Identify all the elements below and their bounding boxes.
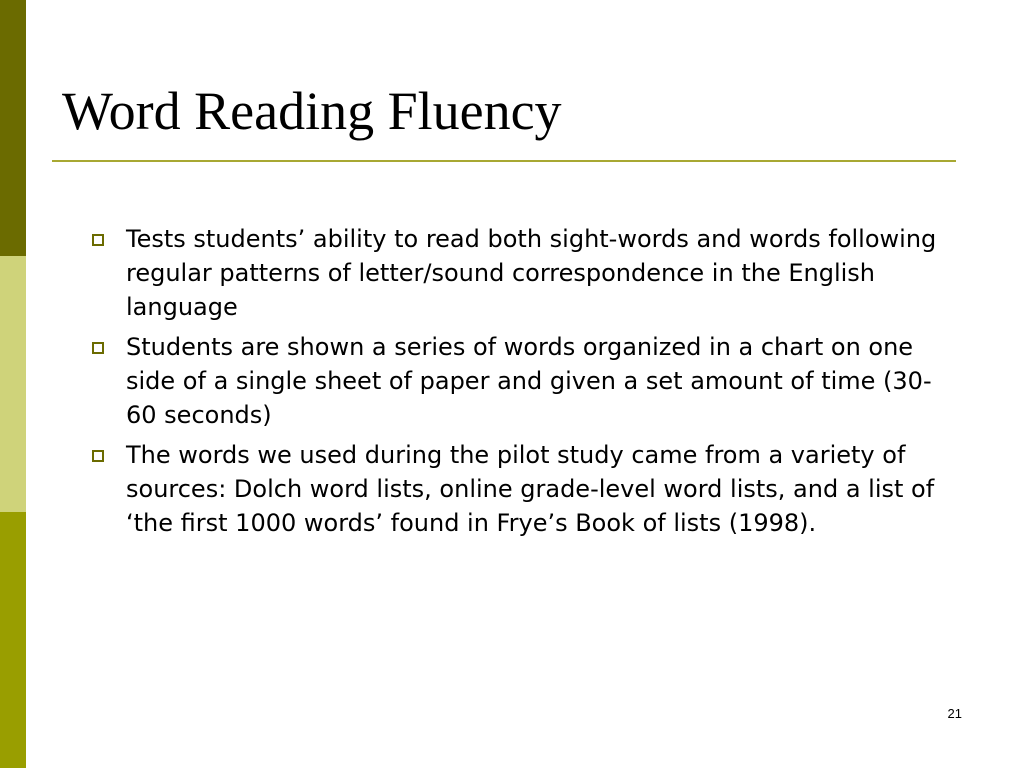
hollow-square-icon [92, 450, 104, 462]
bullet-text: Students are shown a series of words organized in a chart on one side of a single sheet of paper and given a set amount of time (30-60 seconds) [126, 333, 932, 429]
bullet-list [90, 222, 940, 546]
bullet-item [90, 438, 940, 540]
bullet-text: The words we used during the pilot study came from a variety of sources: Dolch word lists, online grade-level word lists, and a list of ‘the first 1000 words’ found in Frye’s Book of lists (1998). [126, 441, 935, 537]
bullet-item [90, 222, 940, 324]
slide-number: 21 [947, 706, 962, 721]
side-bar-bottom [0, 512, 26, 768]
bullet-text: Tests students’ ability to read both sight-words and words following regular patterns of letter/sound correspondence in the English language [126, 225, 937, 321]
hollow-square-icon [92, 234, 104, 246]
side-bar-middle [0, 256, 26, 512]
title-divider [52, 160, 956, 162]
bullet-item [90, 330, 940, 432]
hollow-square-icon [92, 342, 104, 354]
side-bar-top [0, 0, 26, 256]
slide-title: Word Reading Fluency [62, 81, 562, 141]
